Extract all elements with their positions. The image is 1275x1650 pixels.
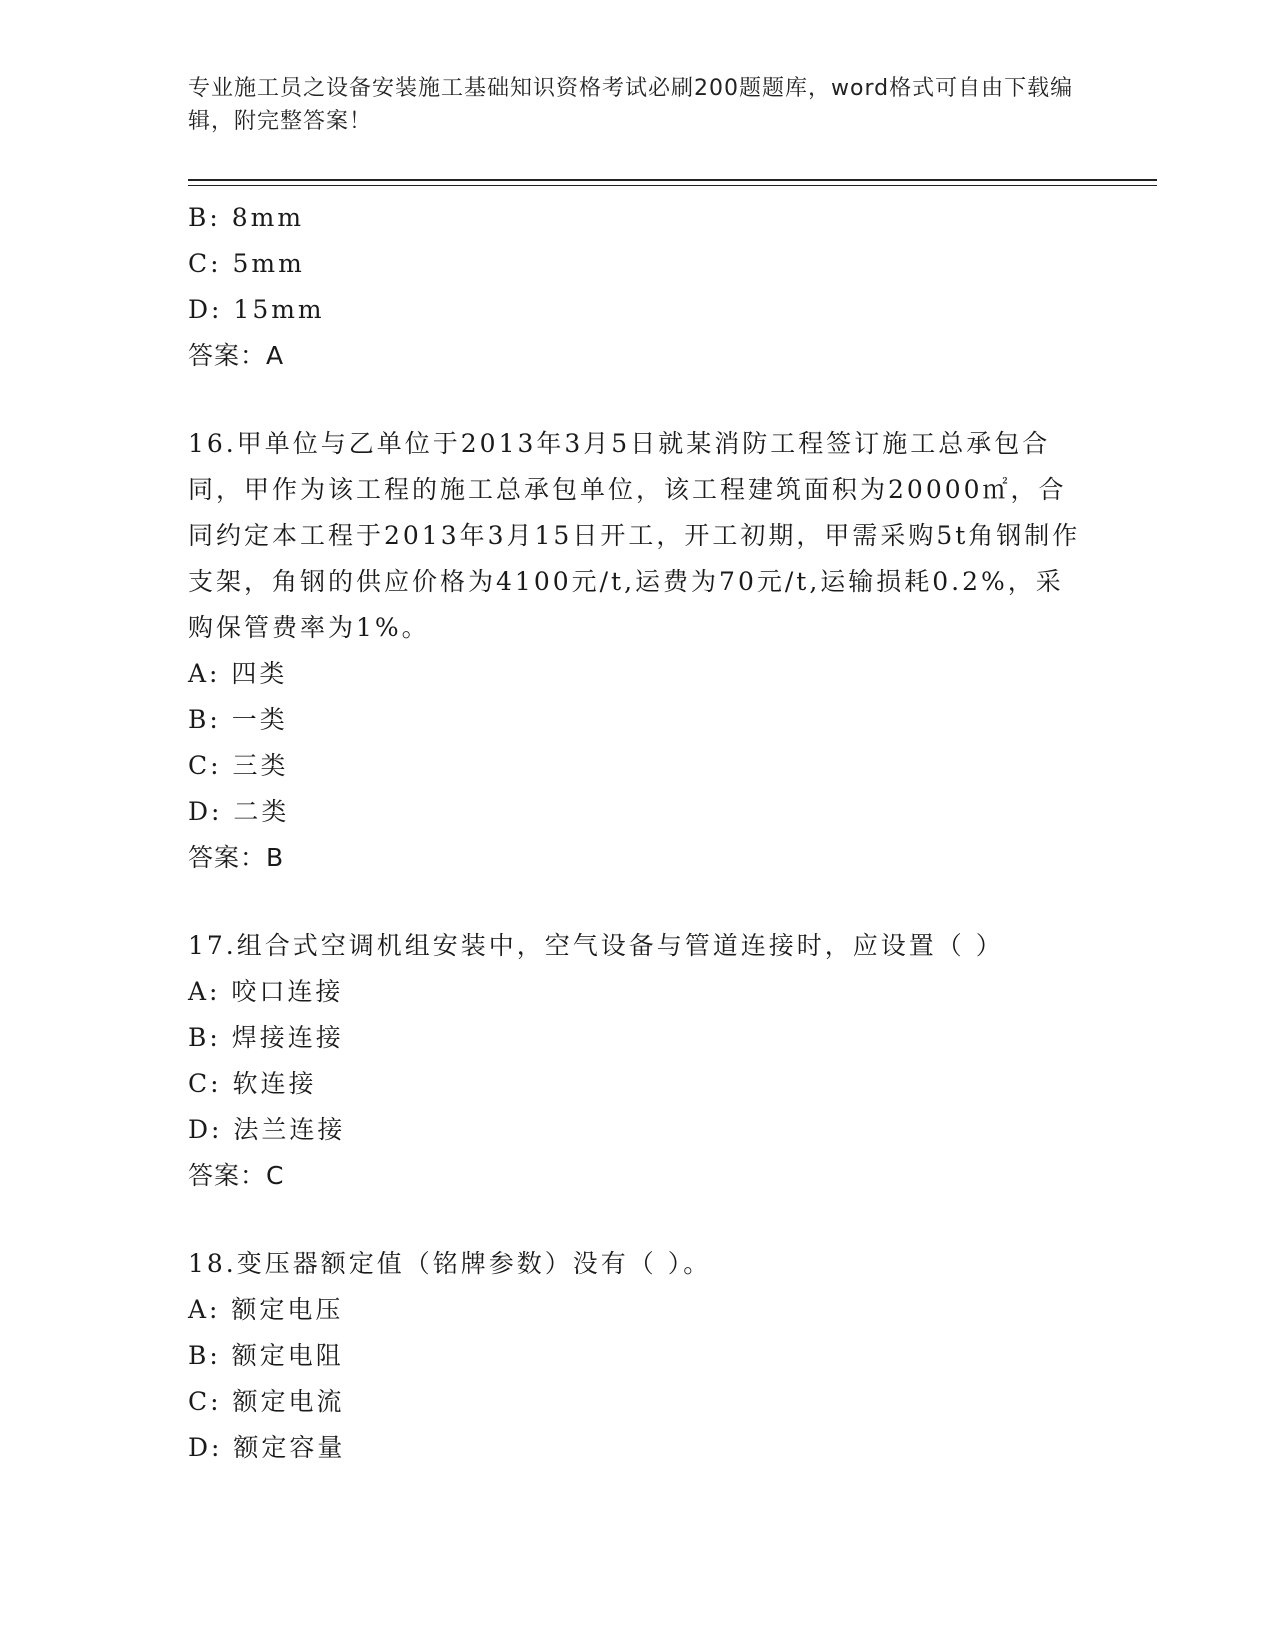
answer-line: 答案：A bbox=[188, 341, 285, 370]
question-text: 18.变压器额定值（铭牌参数）没有（ ）。 bbox=[188, 1249, 712, 1278]
header-divider bbox=[188, 179, 1157, 181]
option-b: B: 焊接连接 bbox=[188, 1023, 344, 1052]
option-d: D: 额定容量 bbox=[188, 1433, 346, 1462]
option-d: D: 法兰连接 bbox=[188, 1115, 346, 1144]
question-17 bbox=[188, 923, 1088, 1199]
option-b: B: 额定电阻 bbox=[188, 1341, 344, 1370]
question-16 bbox=[188, 421, 1088, 881]
question-text: 17.组合式空调机组安装中，空气设备与管道连接时，应设置（ ） bbox=[188, 931, 1004, 960]
option-c: C: 额定电流 bbox=[188, 1387, 345, 1416]
option-a: A: 咬口连接 bbox=[188, 977, 344, 1006]
question-list bbox=[188, 195, 1088, 1471]
prev-question bbox=[188, 195, 1088, 379]
option-a: A: 四类 bbox=[188, 659, 288, 688]
option-a: A: 额定电压 bbox=[188, 1295, 344, 1324]
header-divider-thin bbox=[188, 185, 1157, 186]
question-18 bbox=[188, 1241, 1088, 1471]
option-d: D: 二类 bbox=[188, 797, 290, 826]
question-text: 16.甲单位与乙单位于2013年3月5日就某消防工程签订施工总承包合同，甲作为该工程的施工总承包单位，该工程建筑面积为20000㎡，合同约定本工程于2013年3月15日开工，开工初期，甲需采购5t角钢制作支架，角钢的供应价格为4100元/t,运费为70元/t,运输损耗0.2%，采购保管费率为1%。 bbox=[188, 429, 1081, 642]
option-c: C: 软连接 bbox=[188, 1069, 317, 1098]
answer-line: 答案：B bbox=[188, 843, 285, 872]
option-d: D: 15mm bbox=[188, 295, 325, 324]
option-b: B: 一类 bbox=[188, 705, 288, 734]
option-c: C: 5mm bbox=[188, 249, 305, 278]
page-header-title: 专业施工员之设备安装施工基础知识资格考试必刷200题题库，word格式可自由下载编辑，附完整答案！ bbox=[188, 76, 1074, 134]
answer-line: 答案：C bbox=[188, 1161, 285, 1190]
option-b: B: 8mm bbox=[188, 203, 305, 232]
option-c: C: 三类 bbox=[188, 751, 289, 780]
